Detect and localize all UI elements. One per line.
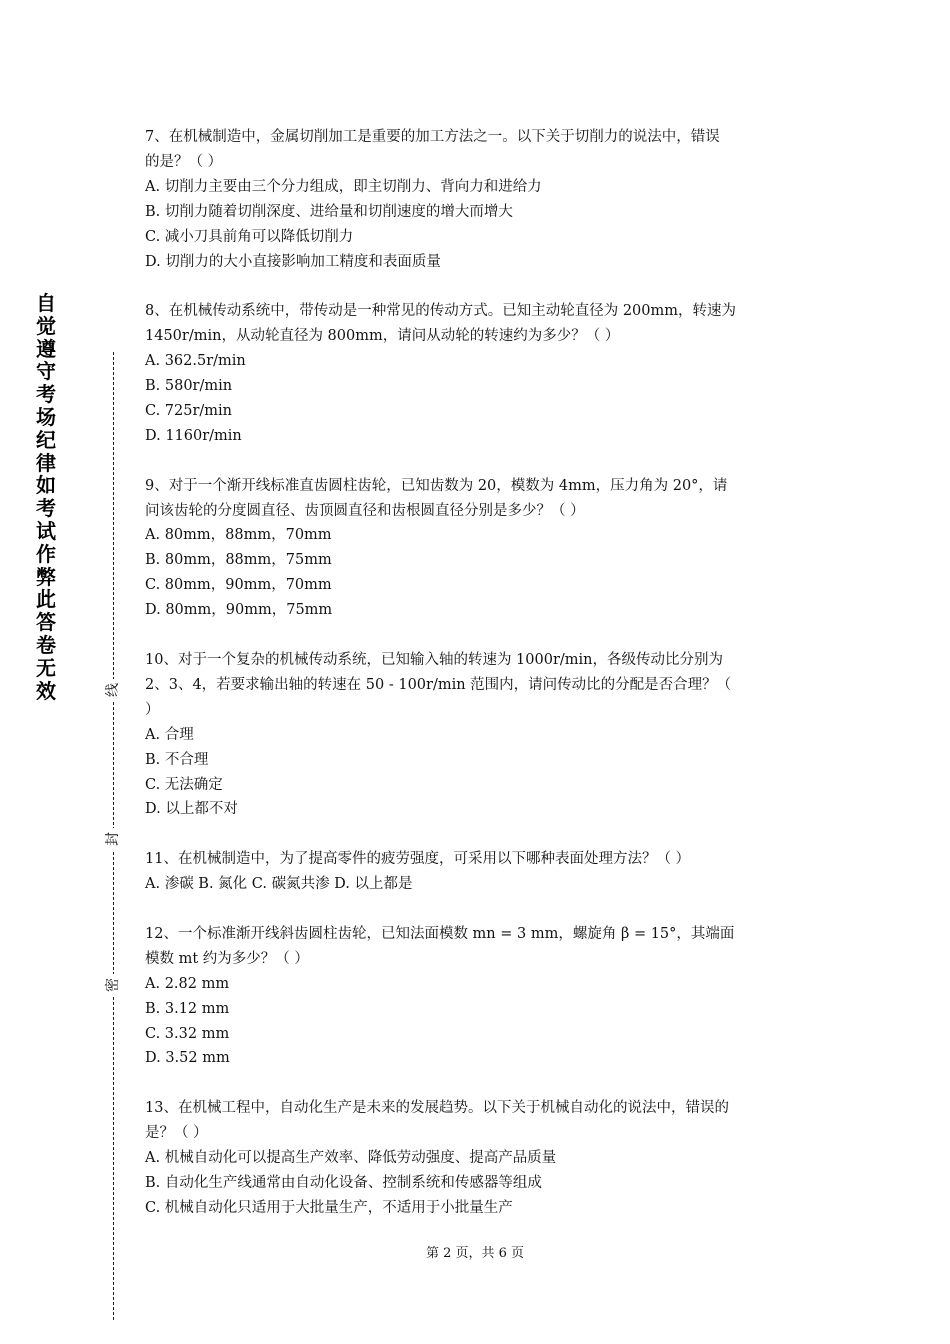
question-text: 的是？（ ） [145, 153, 223, 170]
question-text: 13、在机械工程中，自动化生产是未来的发展趋势。以下关于机械自动化的说法中，错误的 [145, 1100, 729, 1117]
option-b: B. 切削力随着切削深度、进给量和切削速度的增大而增大 [145, 203, 513, 220]
option-d: D. 以上都不对 [145, 801, 238, 818]
option-a: A. 362.5r/min [145, 353, 246, 370]
option-a: A. 80mm，88mm，70mm [145, 527, 332, 544]
question-13 [145, 1096, 810, 1221]
option-c: C. 减小刀具前角可以降低切削力 [145, 228, 354, 245]
option-c: C. 725r/min [145, 402, 233, 419]
question-text: 9、对于一个渐开线标准直齿圆柱齿轮，已知齿数为 20，模数为 4mm，压力角为 20°，请 [145, 477, 728, 494]
option-d: D. 1160r/min [145, 427, 242, 444]
question-text: 8、在机械传动系统中，带传动是一种常见的传动方式。已知主动轮直径为 200mm，转速为 [145, 303, 737, 320]
question-text: 10、对于一个复杂的机械传动系统，已知输入轴的转速为 1000r/min，各级传动比分别为 [145, 651, 724, 668]
option-a: A. 机械自动化可以提高生产效率、降低劳动强度、提高产品质量 [145, 1150, 557, 1167]
question-12 [145, 922, 810, 1071]
question-text: 11、在机械制造中，为了提高零件的疲劳强度，可采用以下哪种表面处理方法？（ ） [145, 851, 691, 868]
question-11 [145, 847, 810, 897]
page-footer: 第 2 页，共 6 页 [425, 1246, 525, 1261]
question-text: 问该齿轮的分度圆直径、齿顶圆直径和齿根圆直径分别是多少？（ ） [145, 502, 585, 519]
option-a: A. 2.82 mm [145, 975, 230, 992]
option-c: C. 3.32 mm [145, 1025, 230, 1042]
option-d: D. 切削力的大小直接影响加工精度和表面质量 [145, 253, 441, 270]
question-8 [145, 299, 810, 448]
question-text: 2、3、4，若要求输出轴的转速在 50 - 100r/min 范围内，请问传动比的分配是否合理？（ [145, 676, 732, 693]
question-text: 模数 mt 约为多少？（ ） [145, 950, 309, 967]
option-b: B. 3.12 mm [145, 1000, 230, 1017]
option-b: B. 自动化生产线通常由自动化设备、控制系统和传感器等组成 [145, 1174, 542, 1191]
options-inline: A. 渗碳 B. 氮化 C. 碳氮共渗 D. 以上都是 [145, 876, 413, 893]
option-b: B. 80mm，88mm，75mm [145, 552, 332, 569]
exam-discipline-notice: 自觉遵守考场纪律如考试作弊此答卷无效 [36, 291, 56, 703]
seal-mark-mi: 密 [102, 974, 124, 996]
option-c: C. 机械自动化只适用于大批量生产，不适用于小批量生产 [145, 1199, 513, 1216]
seal-mark-feng: 封 [102, 828, 124, 850]
question-text: 7、在机械制造中，金属切削加工是重要的加工方法之一。以下关于切削力的说法中，错误 [145, 129, 720, 145]
option-c: C. 无法确定 [145, 776, 223, 793]
question-text: 是？（ ） [145, 1125, 208, 1142]
seal-mark-xian: 线 [102, 679, 124, 701]
question-10 [145, 648, 810, 822]
option-b: B. 580r/min [145, 378, 233, 395]
option-c: C. 80mm，90mm，70mm [145, 577, 332, 594]
option-a: A. 切削力主要由三个分力组成，即主切削力、背向力和进给力 [145, 178, 542, 195]
question-7 [145, 125, 810, 274]
option-b: B. 不合理 [145, 751, 209, 768]
option-d: D. 80mm，90mm，75mm [145, 602, 333, 619]
option-d: D. 3.52 mm [145, 1050, 230, 1067]
option-a: A. 合理 [145, 726, 194, 743]
question-text: 12、一个标准渐开线斜齿圆柱齿轮，已知法面模数 mn = 3 mm，螺旋角 β = 15°，其端面 [145, 925, 735, 942]
question-9 [145, 474, 810, 623]
question-text: ） [145, 701, 160, 718]
question-list [145, 125, 810, 1246]
question-text: 1450r/min，从动轮直径为 800mm，请问从动轮的转速约为多少？（ ） [145, 328, 620, 345]
